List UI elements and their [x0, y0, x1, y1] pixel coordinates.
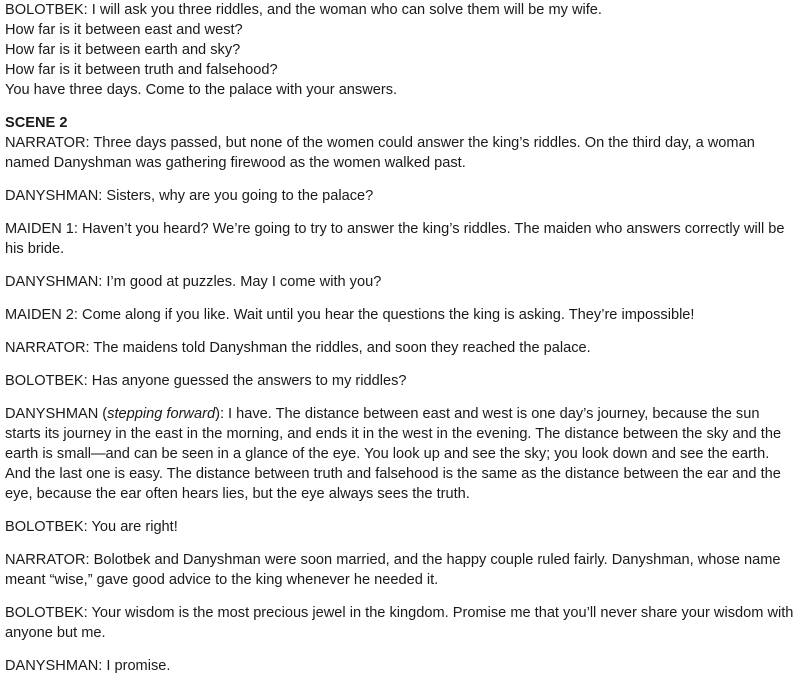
danyshman-line-2: DANYSHMAN: I’m good at puzzles. May I come with you?: [5, 274, 382, 290]
danyshman-speaker: DANYSHMAN (: [5, 406, 108, 422]
scene-2: [5, 113, 794, 173]
riddle-east-west: How far is it between east and west?: [5, 22, 243, 38]
riddle-truth-falsehood: How far is it between truth and falsehood?: [5, 62, 278, 78]
bolotbek-line-2: BOLOTBEK: You are right!: [5, 519, 178, 535]
danyshman-line-4: DANYSHMAN: I promise.: [5, 658, 171, 674]
narrator-line-3: NARRATOR: Bolotbek and Danyshman were soon married, and the happy couple ruled fairly. Danyshman, whose name meant “wise,” gave good advice to the king whenever he needed it.: [5, 552, 781, 588]
danyshman-answer: ): I have. The distance between east and west is one day’s journey, because the sun starts its journey in the east in the morning, and ends it in the west in the evening. The distance between the sky and the earth is small—and can be seen in a glance of the eye. You look up and see the sky; you look down and see the earth. And the last one is easy. The distance between truth and falsehood is the same as the distance between the ear and the eye, because the ear often hears lies, but the eye always sees the truth.: [5, 406, 782, 502]
stage-direction: stepping forward: [107, 406, 216, 422]
riddle-earth-sky: How far is it between earth and sky?: [5, 42, 241, 58]
narrator-line-2: NARRATOR: The maidens told Danyshman the riddles, and soon they reached the palace.: [5, 340, 591, 356]
three-days-deadline: You have three days. Come to the palace with your answers.: [5, 82, 398, 98]
scene-heading: SCENE 2: [5, 115, 68, 131]
bolotbek-riddle-announcement: BOLOTBEK: I will ask you three riddles, and the woman who can solve them will be my wife.: [5, 2, 602, 18]
danyshman-line-1: DANYSHMAN: Sisters, why are you going to the palace?: [5, 188, 374, 204]
narrator-line-1: NARRATOR: Three days passed, but none of the women could answer the king’s riddles. On the third day, a woman named Danyshman was gathering firewood as the women walked past.: [5, 135, 755, 171]
maiden-2-line: MAIDEN 2: Come along if you like. Wait until you hear the questions the king is asking. They’re impossible!: [5, 307, 695, 323]
maiden-1-line: MAIDEN 1: Haven’t you heard? We’re going to try to answer the king’s riddles. The maiden who answers correctly will be his bride.: [5, 221, 785, 257]
bolotbek-line-3: BOLOTBEK: Your wisdom is the most precious jewel in the kingdom. Promise me that you’ll never share your wisdom with anyone but me.: [5, 605, 794, 641]
danyshman-line-3: [5, 404, 794, 504]
bolotbek-line-1: BOLOTBEK: Has anyone guessed the answers to my riddles?: [5, 373, 407, 389]
intro-dialogue: [5, 0, 794, 100]
